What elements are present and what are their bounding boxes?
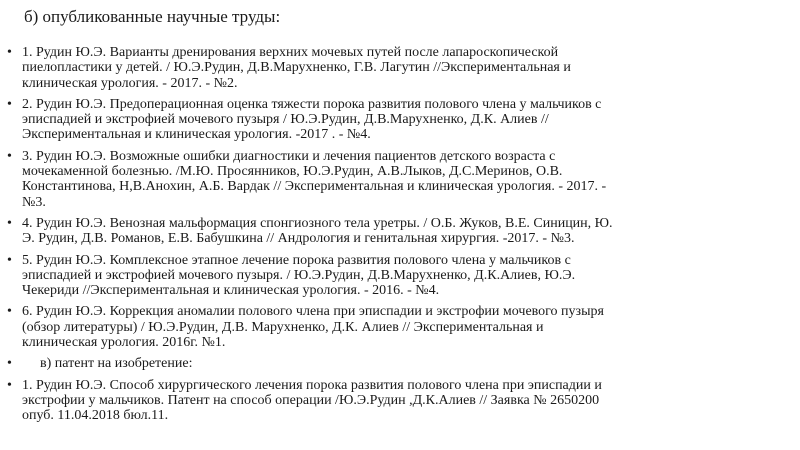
reference-line: клиническая урология. - 2017. - №2.: [22, 75, 238, 91]
reference-line: №3.: [22, 194, 46, 210]
reference-line: Константинова, Н,В.Анохин, А.Б. Вардак // Экспериментальная и клиническая урология. - 2017. -: [22, 179, 607, 195]
reference-line: экстрофии у мальчиков. Патент на способ операции /Ю.Э.Рудин ,Д.К.Алиев // Заявка № 2650200: [22, 392, 600, 408]
bullet-icon: •: [7, 356, 12, 372]
bullet-icon: •: [7, 252, 12, 268]
bullet-icon: •: [7, 148, 12, 164]
reference-line: Чекериди //Экспериментальная и клиническая урология. - 2016. - №4.: [22, 283, 440, 299]
bullet-icon: •: [7, 96, 12, 112]
bullet-icon: •: [7, 377, 12, 393]
reference-line: Э. Рудин, Д.В. Романов, Е.В. Бабушкина // Андрология и генитальная хирургия. -2017. - №3.: [22, 231, 575, 247]
reference-item: [0, 45, 720, 91]
reference-line: 2. Рудин Ю.Э. Предоперационная оценка тяжести порока развития полового члена у мальчиков с: [22, 96, 602, 112]
reference-line: 1. Рудин Ю.Э. Варианты дренирования верхних мочевых путей после лапароскопической: [22, 45, 559, 60]
reference-line: мочекаменной болезнью. /М.Ю. Просянников, Ю.Э.Рудин, А.В.Лыков, Д.С.Меринов, О.В.: [22, 164, 563, 180]
reference-item: [0, 97, 720, 143]
reference-line: 3. Рудин Ю.Э. Возможные ошибки диагностики и лечения пациентов детского возраста с: [22, 148, 556, 164]
reference-line: 5. Рудин Ю.Э. Комплексное этапное лечение порока развития полового члена у мальчиков с: [22, 252, 571, 268]
section-title: б) опубликованные научные труды:: [24, 7, 281, 26]
reference-list: [0, 45, 720, 430]
reference-line: эписпадией и экстрофией мочевого пузыря / Ю.Э.Рудин, Д.В.Марухненко, Д.К. Алиев //: [22, 112, 549, 128]
reference-item: [0, 304, 720, 350]
reference-item: [0, 378, 720, 424]
subheading-text: в) патент на изобретение:: [40, 356, 193, 372]
reference-line: 6. Рудин Ю.Э. Коррекция аномалии полового члена при эписпадии и экстрофии мочевого пузыря: [22, 304, 604, 320]
bullet-icon: •: [7, 304, 12, 320]
subheading-item: [0, 356, 720, 371]
reference-line: (обзор литературы) / Ю.Э.Рудин, Д.В. Марухненко, Д.К. Алиев // Экспериментальная и: [22, 319, 544, 335]
reference-line: 4. Рудин Ю.Э. Венозная мальформация спонгиозного тела уретры. / О.Б. Жуков, В.Е. Синицин, Ю.: [22, 215, 613, 231]
reference-item: [0, 253, 720, 299]
bullet-icon: •: [7, 45, 12, 60]
reference-item: [0, 149, 720, 210]
bullet-icon: •: [7, 215, 12, 231]
reference-line: 1. Рудин Ю.Э. Способ хирургического лечения порока развития полового члена при эписпадии и: [22, 377, 602, 393]
reference-line: клиническая урология. 2016г. №1.: [22, 335, 226, 351]
reference-item: [0, 216, 720, 247]
reference-line: пиелопластики у детей. / Ю.Э.Рудин, Д.В.Марухненко, Г.В. Лагутин //Экспериментальная и: [22, 60, 571, 76]
reference-line: эписпадией и экстрофией мочевого пузыря. / Ю.Э.Рудин, Д.В.Марухненко, Д.К.Алиев, Ю.Э.: [22, 267, 576, 283]
reference-line: опуб. 11.04.2018 бюл.11.: [22, 408, 169, 424]
reference-line: Экспериментальная и клиническая урология. -2017 . - №4.: [22, 127, 371, 143]
